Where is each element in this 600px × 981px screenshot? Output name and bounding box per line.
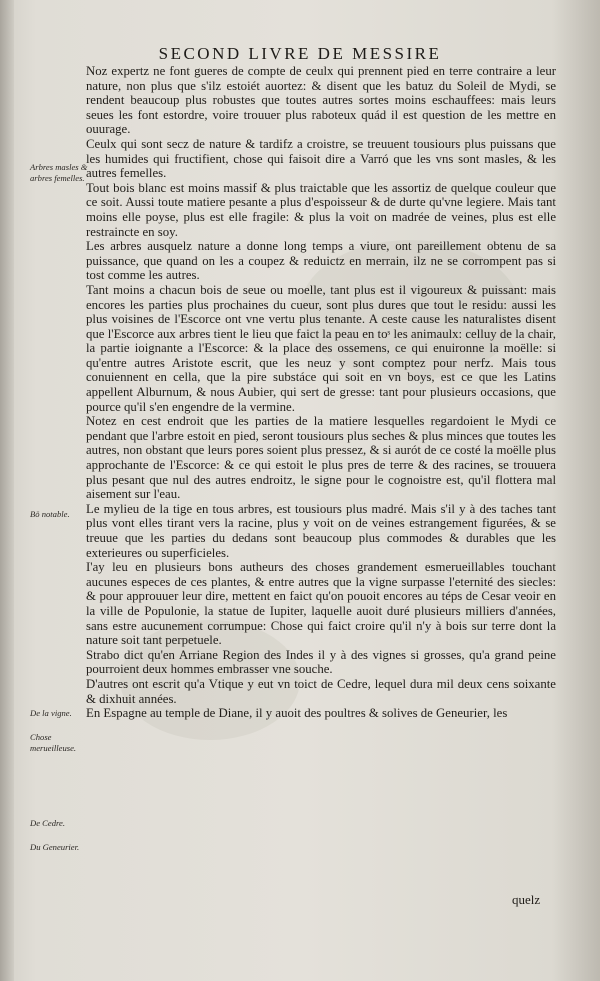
catchword: quelz — [512, 892, 541, 907]
margin-note: De Cedre. — [30, 818, 65, 828]
margin-note: Bö notable. — [30, 509, 70, 519]
paragraph: Noz expertz ne font gueres de compte de ceulx qui prennent pied en terre contraire a leur nature, non plus que s'ilz estoiét auortez: & disent que les batuz du Soleil de Mydi, se rendent beaucoup plus robustes que toutes autres sortes moins eschauffees: mais leurs seues les font estordre, voire trouuer plus raboteux quád il est question de les mettre en ouurage. — [86, 64, 556, 137]
margin-note: Chose merueilleuse. — [30, 732, 77, 753]
paragraph: Notez en cest endroit que les parties de la matiere lesquelles regardoient le Mydi ce pendant que l'arbre estoit en pied, seront tousiours plus seches & plus minces que toutes les autres, non obstant que leurs pores soient plus pressez, & si aurót de ce costé la moëlle plus approchante de l'Escorce: & ce qui estoit le plus pres de terre & des racines, se trouuera plus pesant que nul des autres endroitz, le signe pour le cognoistre est, qu'il flottera mal aisement sur l'eau. — [86, 414, 556, 502]
paragraph: D'autres ont escrit qu'a Vtique y eut vn toict de Cedre, lequel dura mil deux cens soixante & dixhuit années. — [86, 676, 556, 706]
margin-note: De la vigne. — [30, 708, 72, 718]
margin-note: Du Geneurier. — [30, 842, 80, 852]
paragraph: En Espagne au temple de Diane, il y auoit des poultres & solives de Geneurier, les — [86, 706, 508, 721]
paragraph: Tant moins a chacun bois de seue ou moelle, tant plus est il vigoureux & puissant: mais encores les parties plus prochaines du cueur, sont plus dures que tout le residu: aussi les plus voisines de l'Escorce ont vne vertu plus tenante. A ceste cause les naturalistes disent que l'Escorce aux arbres tient le lieu que faict la peau en toˢ les animaulx: celluy de la chair, la partie ioignante a l'Escorce: & la place des ossemens, ce qui enuironne la moëlle: si qu'entre autres Aristote escrit, que les neuz y sont comptez pour nerfz. Mais tous conuiennent en cella, que la pire substáce qui soit en vn boys, est ce que les Latins appellent Alburnum, & nous Aubier, qui sert de gresse: tant pour plusieurs occasions, que pource qu'il s'en engendre de la vermine. — [86, 282, 556, 414]
paragraph: Tout bois blanc est moins massif & plus traictable que les assortiz de quelque couleur que ce soit. Aussi toute matiere pesante a plus d'espoisseur & de durte qu'vne legiere. Mais tant moins elle poyse, plus est elle fragile: & plus la voit on madrée de veines, plus est elle restraincte en soy. — [86, 180, 556, 239]
paragraph: Strabo dict qu'en Arriane Region des Indes il y à des vignes si grosses, qu'a grand peine pourroient deux hommes embrasser vne souche. — [86, 647, 556, 677]
paragraph: Le mylieu de la tige en tous arbres, est tousiours plus madré. Mais s'il y à des taches tant plus vont elles tirant vers la racine, plus y voit on de veines estrangement figurées, & se treuue que les parties du dedans sont beaucoup plus commodes & durables que les exterieures ou superficieles. — [86, 501, 556, 560]
page-fold-shadow — [0, 0, 14, 981]
margin-note: Arbres masles & arbres femelles. — [30, 162, 88, 183]
paragraph: Ceulx qui sont secz de nature & tardifz a croistre, se treuuent tousiours plus puissans que les humides qui fructifient, chose qui faisoit dire a Varró que les vns sont masles, & les autres femelles. — [86, 136, 556, 181]
paragraph: I'ay leu en plusieurs bons autheurs des choses grandement esmerueillables touchant aucunes especes de ces plantes, & entre autres que la vigne surpasse l'eternité des siecles: & pour approuuer leur dire, mettent en faict qu'on pouoit encores au téps de Cesar veoir en la ville de Populonie, la statue de Iupiter, laquelle auoit duré plusieurs milliers d'années, sans estre aucunement corrumpue: Chose qui faict croire qu'il n'y à bois sur terre dont la nature soit tant perpetuele. — [86, 560, 556, 648]
main-text-block — [86, 64, 556, 721]
paragraph: Les arbres ausquelz nature a donne long temps a viure, ont pareillement obtenu de sa puissance, que quand on les a coupez & reduictz en merrain, ilz ne se corrompent pas si tost comme les autres. — [86, 239, 556, 283]
running-header: SECOND LIVRE DE MESSIRE — [158, 44, 442, 63]
